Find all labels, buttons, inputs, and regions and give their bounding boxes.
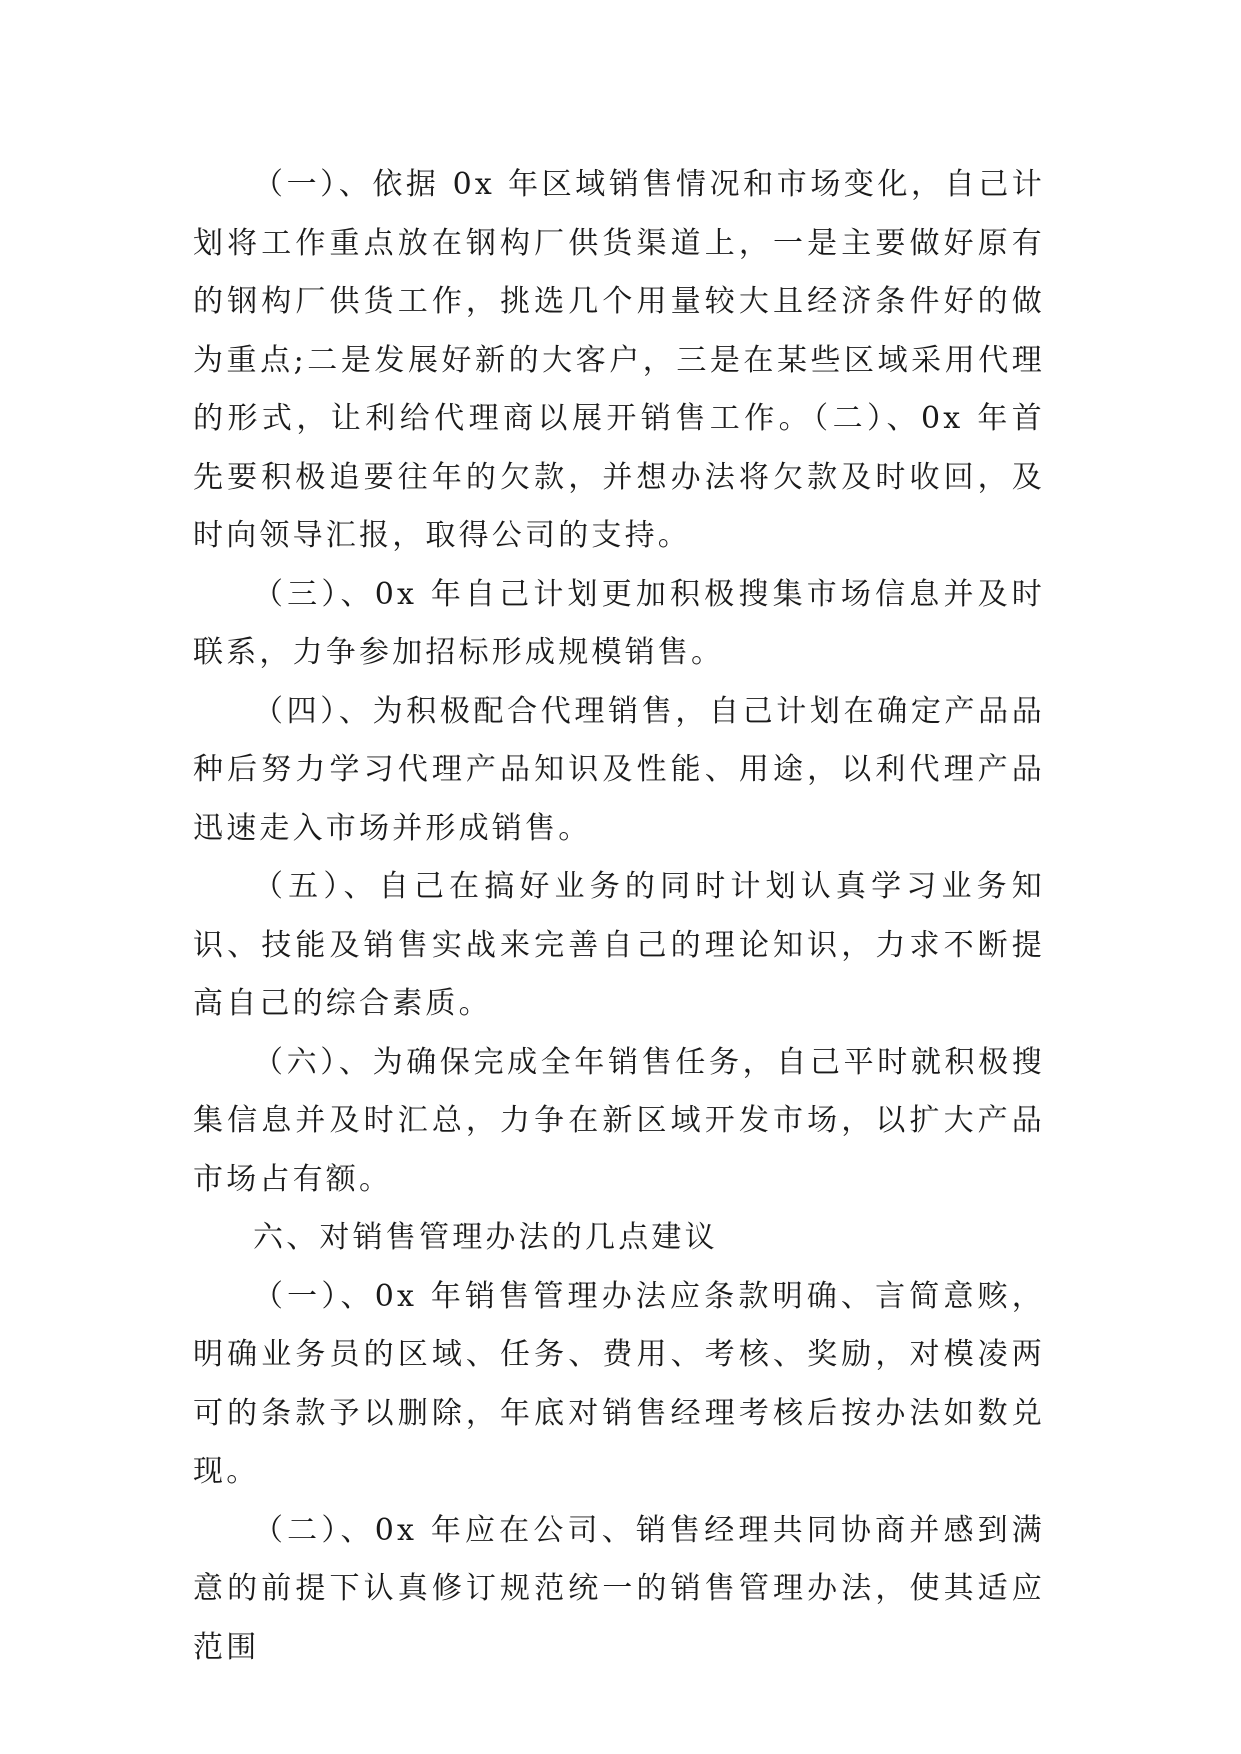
paragraph-plan-4: （四）、为积极配合代理销售，自己计划在确定产品品种后努力学习代理产品知识及性能、用途，以利代理产品迅速走入市场并形成销售。 xyxy=(193,693,1045,846)
section-heading: 六、对销售管理办法的几点建议 xyxy=(253,1220,718,1255)
document-body xyxy=(193,156,1045,1677)
paragraph-plan-5: （五）、自己在搞好业务的同时计划认真学习业务知识、技能及销售实战来完善自己的理论知识，力求不断提高自己的综合素质。 xyxy=(193,869,1045,1021)
paragraph-suggestion-1: （一）、0x 年销售管理办法应条款明确、言简意赅，明确业务员的区域、任务、费用、考核、奖励，对模凌两可的条款予以删除，年底对销售经理考核后按办法如数兑现。 xyxy=(193,1278,1045,1489)
paragraph-plan-6: （六）、为确保完成全年销售任务，自己平时就积极搜集信息并及时汇总，力争在新区域开发市场，以扩大产品市场占有额。 xyxy=(193,1044,1045,1197)
paragraph-suggestion-2: （二）、0x 年应在公司、销售经理共同协商并感到满意的前提下认真修订规范统一的销售管理办法，使其适应范围 xyxy=(193,1512,1045,1665)
paragraph-plan-1-2: （一）、依据 0x 年区域销售情况和市场变化，自己计划将工作重点放在钢构厂供货渠道上，一是主要做好原有的钢构厂供货工作，挑选几个用量较大且经济条件好的做为重点;二是发展好新的大客户，三是在某些区域采用代理的形式，让利给代理商以展开销售工作。（二）、0x 年首先要积极追要往年的欠款，并想办法将欠款及时收回，及时向领导汇报，取得公司的支持。 xyxy=(193,167,1045,553)
paragraph-plan-3: （三）、0x 年自己计划更加积极搜集市场信息并及时联系，力争参加招标形成规模销售。 xyxy=(193,576,1045,670)
